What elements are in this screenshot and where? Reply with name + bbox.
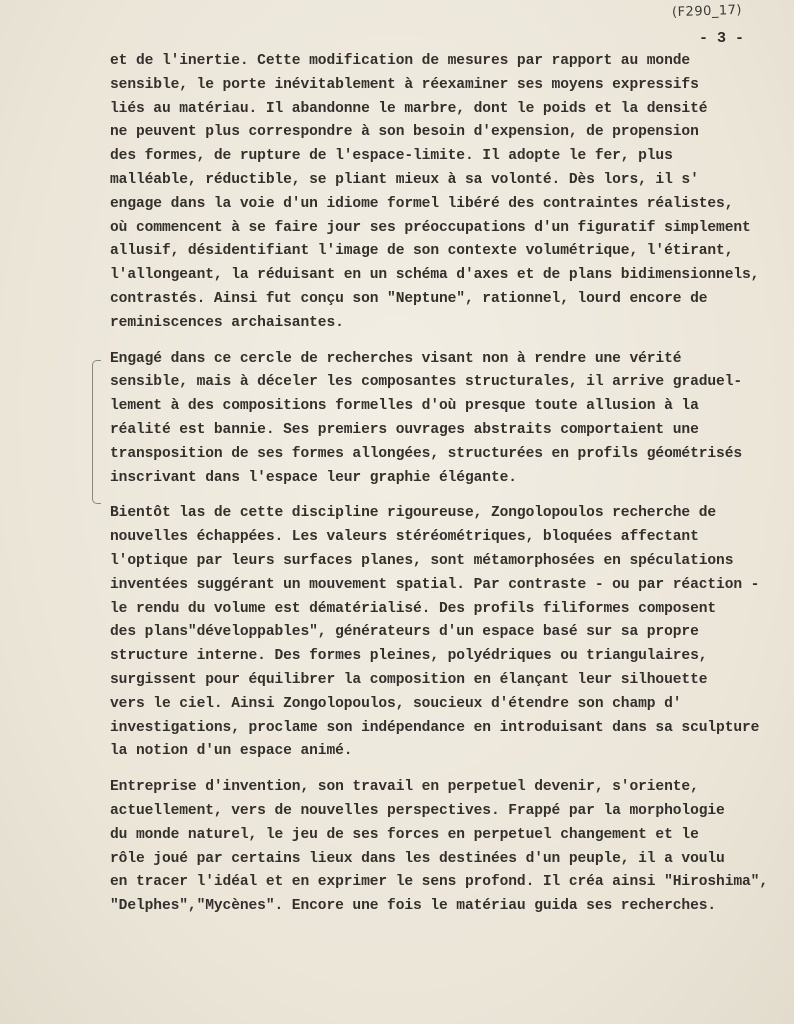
text-line: Engagé dans ce cercle de recherches visant non à rendre une vérité — [110, 350, 682, 367]
text-line: en tracer l'idéal et en exprimer le sens profond. Il créa ainsi "Hiroshima", — [110, 874, 768, 891]
text-line: engage dans la voie d'un idiome formel libéré des contraintes réalistes, — [110, 195, 734, 212]
text-line: des formes, de rupture de l'espace-limite. Il adopte le fer, plus — [110, 148, 673, 165]
text-line: Entreprise d'invention, son travail en perpetuel devenir, s'oriente, — [110, 779, 699, 796]
text-line: lement à des compositions formelles d'où presque toute allusion à la — [110, 398, 699, 415]
text-line: vers le ciel. Ainsi Zongolopoulos, soucieux d'étendre son champ d' — [110, 695, 682, 712]
text-line: structure interne. Des formes pleines, polyédriques ou triangulaires, — [110, 648, 708, 665]
text-line: surgissent pour équilibrer la composition en élançant leur silhouette — [110, 671, 708, 688]
text-line: et de l'inertie. Cette modification de mesures par rapport au monde — [110, 53, 691, 69]
text-line: l'optique par leurs surfaces planes, sont métamorphosées en spéculations — [110, 552, 734, 569]
text-line: sensible, le porte inévitablement à réexaminer ses moyens expressifs — [110, 76, 699, 93]
text-line: du monde naturel, le jeu de ses forces en perpetuel changement et le — [110, 826, 699, 843]
text-line: malléable, réductible, se pliant mieux à sa volonté. Dès lors, il s' — [110, 171, 699, 188]
text-line: l'allongeant, la réduisant en un schéma d'axes et de plans bidimensionnels, — [110, 267, 760, 284]
document-body — [110, 50, 790, 919]
text-line: Bientôt las de cette discipline rigoureuse, Zongolopoulos recherche de — [110, 505, 717, 522]
paragraph-spacer — [110, 490, 790, 502]
text-line: "Delphes","Mycènes". Encore une fois le matériau guida ses recherches. — [110, 898, 717, 915]
text-line: des plans"développables", générateurs d'un espace basé sur sa propre — [110, 624, 699, 641]
text-line: inventées suggérant un mouvement spatial. Par contraste - ou par réaction - — [110, 576, 760, 593]
paragraph-2 — [110, 348, 790, 491]
text-line: où commencent à se faire jour ses préoccupations d'un figuratif simplement — [110, 219, 751, 236]
paragraph-spacer — [110, 336, 790, 348]
text-line: réalité est bannie. Ses premiers ouvrages abstraits comportaient une — [110, 421, 699, 438]
text-line: contrastés. Ainsi fut conçu son "Neptune", rationnel, lourd encore de — [110, 290, 708, 307]
text-line: sensible, mais à déceler les composantes structurales, il arrive graduel- — [110, 374, 743, 391]
text-line: rôle joué par certains lieux dans les destinées d'un peuple, il a voulu — [110, 850, 725, 867]
text-line: investigations, proclame son indépendance en introduisant dans sa sculpture — [110, 719, 760, 736]
archive-reference-note: (F290_17) — [671, 2, 743, 21]
text-line: reminiscences archaisantes. — [110, 314, 344, 331]
paragraph-3 — [110, 502, 790, 764]
text-line: liés au matériau. Il abandonne le marbre, dont le poids et la densité — [110, 100, 708, 117]
paragraph-spacer — [110, 764, 790, 776]
text-line: la notion d'un espace animé. — [110, 743, 353, 760]
text-line: actuellement, vers de nouvelles perspectives. Frappé par la morphologie — [110, 802, 725, 819]
text-line: transposition de ses formes allongées, structurées en profils géométrisés — [110, 445, 743, 462]
text-line: inscrivant dans l'espace leur graphie élégante. — [110, 469, 517, 486]
text-line: ne peuvent plus correspondre à son besoin d'expension, de propension — [110, 124, 699, 141]
paragraph-1 — [110, 50, 790, 336]
text-line: allusif, désidentifiant l'image de son contexte volumétrique, l'étirant, — [110, 243, 734, 260]
margin-bracket-mark — [92, 360, 101, 504]
page-number: - 3 - — [699, 30, 745, 47]
paragraph-4 — [110, 776, 790, 919]
text-line: le rendu du volume est dématérialisé. Des profils filiformes composent — [110, 600, 717, 617]
text-line: nouvelles échappées. Les valeurs stéréométriques, bloquées affectant — [110, 529, 699, 546]
